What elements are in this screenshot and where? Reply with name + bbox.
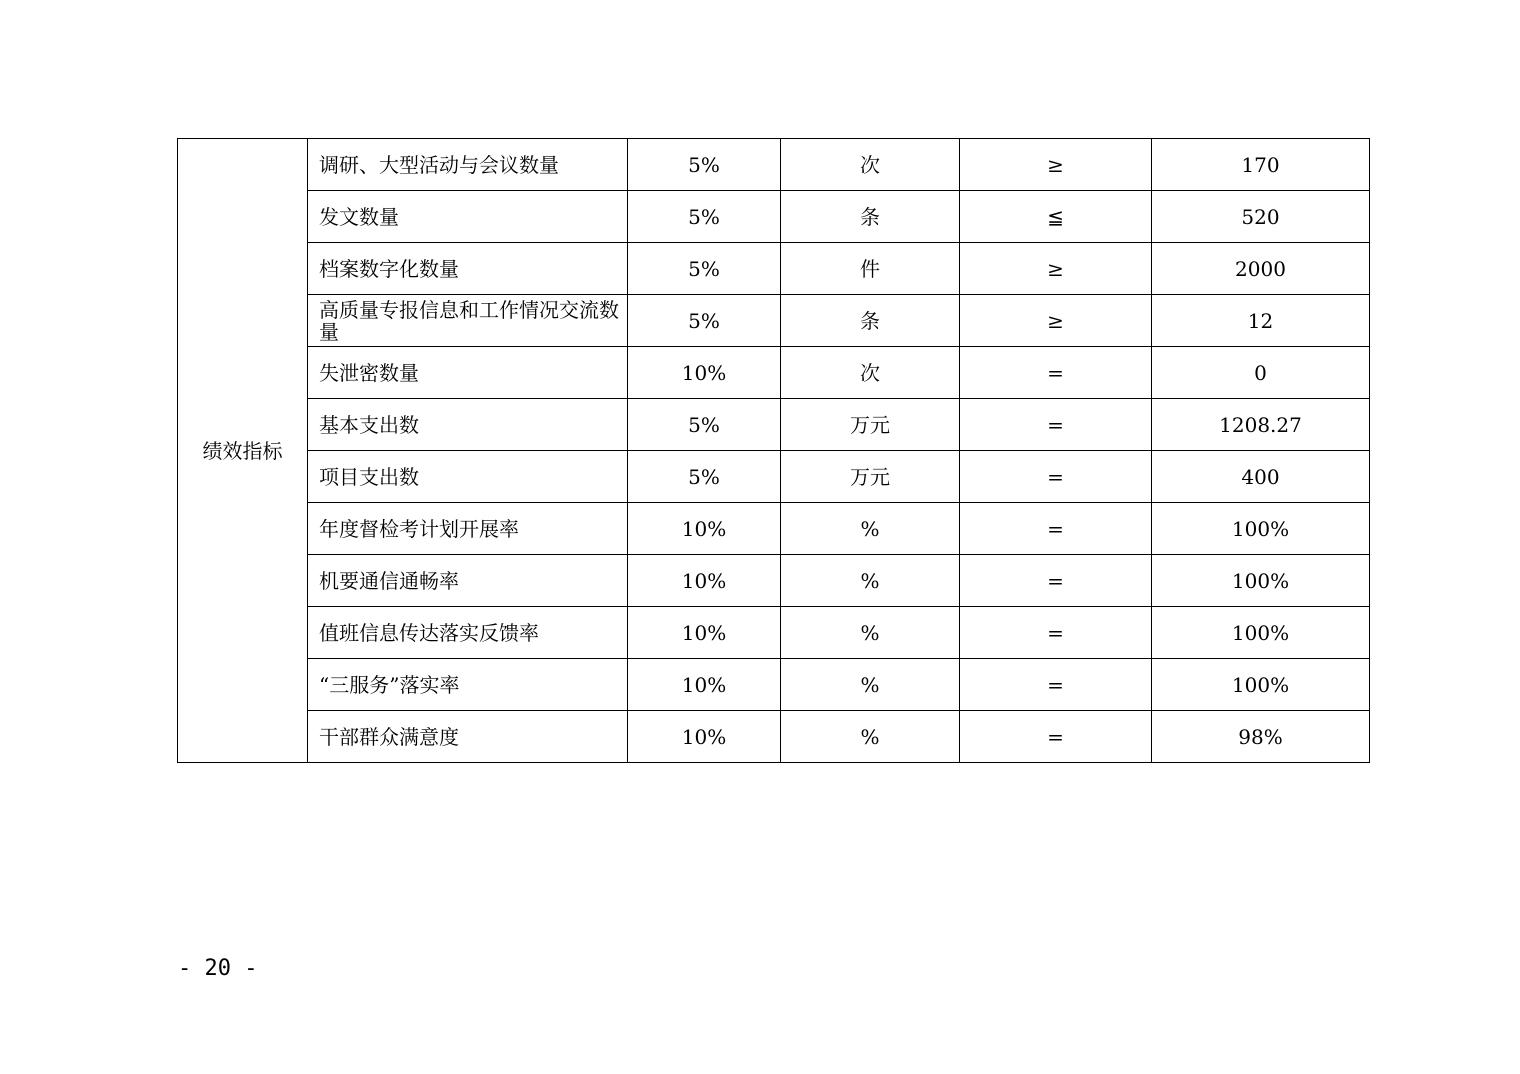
- indicator-target: 170: [1152, 139, 1370, 191]
- indicator-name: 档案数字化数量: [308, 243, 628, 295]
- indicator-operator: =: [960, 347, 1152, 399]
- indicator-operator: ≥: [960, 295, 1152, 347]
- table-row: [178, 139, 1370, 191]
- indicator-target: 100%: [1152, 659, 1370, 711]
- table-row: [178, 711, 1370, 763]
- indicator-unit: %: [781, 503, 960, 555]
- indicator-unit: 件: [781, 243, 960, 295]
- indicator-unit: 万元: [781, 399, 960, 451]
- indicator-name: 调研、大型活动与会议数量: [308, 139, 628, 191]
- indicator-weight: 5%: [628, 191, 781, 243]
- indicator-target: 100%: [1152, 607, 1370, 659]
- indicator-target: 2000: [1152, 243, 1370, 295]
- indicator-operator: =: [960, 451, 1152, 503]
- indicator-target: 1208.27: [1152, 399, 1370, 451]
- indicator-name: “三服务”落实率: [308, 659, 628, 711]
- indicator-name: 高质量专报信息和工作情况交流数量: [308, 295, 628, 347]
- category-cell: 绩效指标: [178, 139, 308, 763]
- indicator-operator: =: [960, 399, 1152, 451]
- performance-table-container: [177, 138, 1370, 763]
- indicator-name: 失泄密数量: [308, 347, 628, 399]
- indicator-weight: 10%: [628, 711, 781, 763]
- indicator-weight: 5%: [628, 399, 781, 451]
- indicator-weight: 10%: [628, 659, 781, 711]
- indicator-name: 发文数量: [308, 191, 628, 243]
- indicator-name: 值班信息传达落实反馈率: [308, 607, 628, 659]
- table-row: [178, 659, 1370, 711]
- table-row: [178, 295, 1370, 347]
- indicator-target: 100%: [1152, 555, 1370, 607]
- indicator-operator: =: [960, 711, 1152, 763]
- indicator-unit: 条: [781, 295, 960, 347]
- table-row: [178, 555, 1370, 607]
- indicator-unit: %: [781, 659, 960, 711]
- indicator-weight: 10%: [628, 607, 781, 659]
- indicator-operator: =: [960, 659, 1152, 711]
- indicator-operator: ≥: [960, 243, 1152, 295]
- indicator-operator: =: [960, 555, 1152, 607]
- indicator-weight: 10%: [628, 503, 781, 555]
- table-row: [178, 607, 1370, 659]
- table-row: [178, 191, 1370, 243]
- indicator-unit: %: [781, 607, 960, 659]
- indicator-name: 项目支出数: [308, 451, 628, 503]
- table-row: [178, 503, 1370, 555]
- indicator-name: 机要通信通畅率: [308, 555, 628, 607]
- indicator-unit: %: [781, 555, 960, 607]
- indicator-target: 520: [1152, 191, 1370, 243]
- indicator-weight: 5%: [628, 451, 781, 503]
- indicator-operator: =: [960, 607, 1152, 659]
- table-row: [178, 451, 1370, 503]
- indicator-unit: 次: [781, 139, 960, 191]
- indicator-weight: 5%: [628, 243, 781, 295]
- indicator-target: 0: [1152, 347, 1370, 399]
- indicator-target: 98%: [1152, 711, 1370, 763]
- table-row: [178, 243, 1370, 295]
- indicator-target: 100%: [1152, 503, 1370, 555]
- table-row: [178, 399, 1370, 451]
- indicator-unit: %: [781, 711, 960, 763]
- indicator-target: 400: [1152, 451, 1370, 503]
- indicator-weight: 10%: [628, 555, 781, 607]
- indicator-target: 12: [1152, 295, 1370, 347]
- indicator-weight: 10%: [628, 347, 781, 399]
- performance-indicator-table: [177, 138, 1370, 763]
- page-number: - 20 -: [178, 956, 258, 981]
- indicator-operator: ≥: [960, 139, 1152, 191]
- table-row: [178, 347, 1370, 399]
- indicator-weight: 5%: [628, 295, 781, 347]
- indicator-weight: 5%: [628, 139, 781, 191]
- indicator-unit: 次: [781, 347, 960, 399]
- indicator-name: 基本支出数: [308, 399, 628, 451]
- indicator-operator: ≦: [960, 191, 1152, 243]
- indicator-unit: 万元: [781, 451, 960, 503]
- indicator-name: 年度督检考计划开展率: [308, 503, 628, 555]
- indicator-unit: 条: [781, 191, 960, 243]
- indicator-operator: =: [960, 503, 1152, 555]
- indicator-name: 干部群众满意度: [308, 711, 628, 763]
